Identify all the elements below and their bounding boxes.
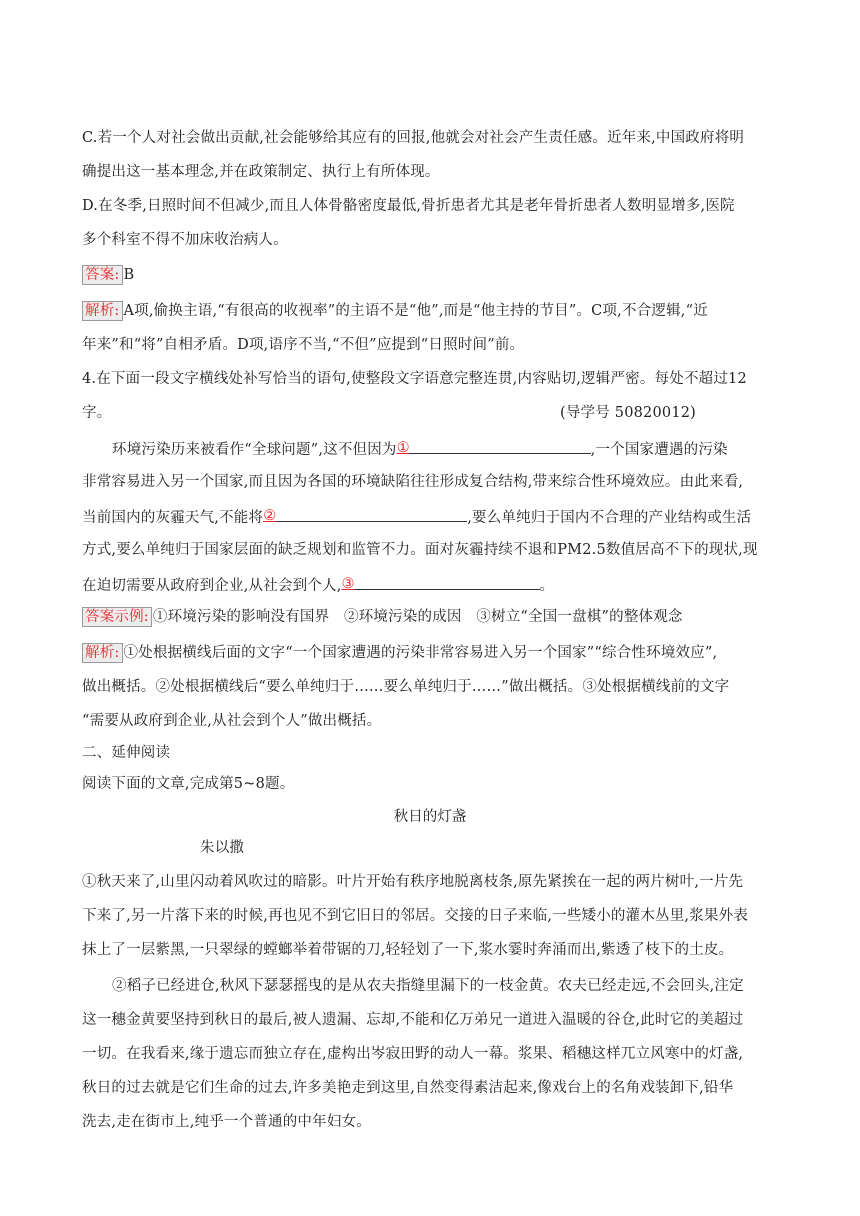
answer-example-value: ①环境污染的影响没有国界 ②环境污染的成因 ③树立“全国一盘棋”的整体观念 — [152, 609, 683, 625]
answer-example-line — [82, 607, 683, 627]
option-d-line-1: D.在冬季,日照时间不但减少,而且人体骨骼密度最低,骨折患者尤其是老年骨折患者人数明显增多,医院 — [82, 198, 735, 214]
option-c-line-1: C.若一个人对社会做出贡献,社会能够给其应有的回报,他就会对社会产生责任感。近年来,中国政府将明 — [82, 130, 745, 146]
passage-text: ,一个国家遭遇的污染 — [590, 442, 728, 458]
blank-1[interactable] — [397, 438, 591, 454]
question-4-line-2 — [82, 403, 111, 423]
analysis-4-line-1 — [82, 643, 717, 663]
analysis-label: 解析: — [82, 643, 123, 663]
passage-text: 当前国内的灰霾天气,不能将 — [82, 510, 264, 526]
passage-text: ,要么单纯归于国内不合理的产业结构或生活 — [467, 510, 752, 526]
passage-text: 。 — [539, 578, 555, 594]
analysis-4-line-2: 做出概括。②处根据横线后“要么单纯归于……要么单纯归于……”做出概括。③处根据横线前的文字 — [82, 679, 730, 695]
essay-p1-line-2: 下来了,另一片落下来的时候,再也见不到它旧日的邻居。交接的日子来临,一些矮小的灌木丛里,浆果外表 — [82, 908, 749, 924]
option-c-line-2: 确提出这一基本理念,并在政策制定、执行上有所体现。 — [82, 164, 440, 180]
analysis-4-line-3: “需要从政府到企业,从社会到个人”做出概括。 — [82, 713, 382, 729]
answer-line — [82, 265, 134, 285]
essay-p2-line-5: 洗去,走在街市上,纯乎一个普通的中年妇女。 — [82, 1114, 371, 1130]
answer-example-label: 答案示例: — [82, 607, 152, 627]
analysis-3-line-1 — [82, 301, 708, 321]
essay-p1-line-1: ①秋天来了,山里闪动着风吹过的暗影。叶片开始有秩序地脱离枝条,原先紧挨在一起的两片树叶,一片先 — [82, 874, 744, 890]
passage-line-3 — [82, 506, 751, 528]
blank-1-marker: ① — [396, 440, 410, 456]
analysis-4-text: ①处根据横线后面的文字“一个国家遭遇的污染非常容易进入另一个国家”“综合性环境效应”, — [123, 645, 718, 661]
passage-line-5 — [82, 574, 554, 596]
essay-author: 朱以撒 — [200, 840, 245, 856]
guide-number: (导学号 50820012) — [560, 405, 697, 421]
essay-p1-line-3: 抹上了一层紫黑,一只翠绿的螳螂举着带锯的刀,轻轻划了一下,浆水霎时奔涌而出,紫透了枝下的土皮。 — [82, 942, 734, 958]
passage-line-1 — [112, 438, 728, 460]
passage-text: 环境污染历来被看作“全球问题”,这不但因为 — [112, 442, 397, 458]
essay-p2-line-3: 一切。在我看来,缘于遗忘而独立存在,虚构出岑寂田野的动人一幕。浆果、稻穗这样兀立风寒中的灯盏, — [82, 1046, 744, 1062]
essay-p2-line-2: 这一穗金黄要坚持到秋日的最后,被人遗漏、忘却,不能和亿万弟兄一道进入温暖的谷仓,此时它的美超过 — [82, 1012, 744, 1028]
question-4-line-1: 4.在下面一段文字横线处补写恰当的语句,使整段文字语意完整连贯,内容贴切,逻辑严密。每处不超过12 — [82, 371, 747, 387]
answer-value: B — [123, 267, 135, 283]
blank-2[interactable] — [263, 506, 467, 522]
essay-p2-line-4: 秋日的过去就是它们生命的过去,许多美艳走到这里,自然变得素洁起来,像戏台上的名角戏装卸下,铅华 — [82, 1080, 734, 1096]
analysis-label: 解析: — [82, 301, 123, 321]
analysis-3-text: A项,偷换主语,“有很高的收视率”的主语不是“他”,而是“他主持的节目”。C项,不合逻辑,“近 — [123, 303, 708, 319]
answer-label: 答案: — [82, 265, 123, 285]
blank-2-marker: ② — [263, 508, 277, 524]
section-heading: 二、延伸阅读 — [82, 745, 171, 761]
option-d-line-2: 多个科室不得不加床收治病人。 — [82, 232, 288, 248]
passage-line-2: 非常容易进入另一个国家,而且因为各国的环境缺陷往往形成复合结构,带来综合性环境效应。由此来看, — [82, 474, 744, 490]
blank-3-marker: ③ — [341, 576, 355, 592]
essay-title: 秋日的灯盏 — [393, 809, 467, 825]
question-4-tail: 字。 — [82, 405, 112, 421]
analysis-3-line-2: 年来”和“将”自相矛盾。D项,语序不当,“不但”应提到“日照时间”前。 — [82, 337, 525, 353]
reading-instruction: 阅读下面的文章,完成第5~8题。 — [82, 776, 295, 792]
essay-p2-line-1: ②稻子已经进仓,秋风下瑟瑟摇曳的是从农夫指缝里漏下的一枝金黄。农夫已经走远,不会回头,注定 — [112, 978, 744, 994]
passage-text: 在迫切需要从政府到企业,从社会到个人, — [82, 578, 342, 594]
blank-3[interactable] — [342, 574, 540, 590]
passage-line-4: 方式,要么单纯归于国家层面的缺乏规划和监管不力。面对灰霾持续不退和PM2.5数值居高不下的现状,现 — [82, 542, 758, 558]
